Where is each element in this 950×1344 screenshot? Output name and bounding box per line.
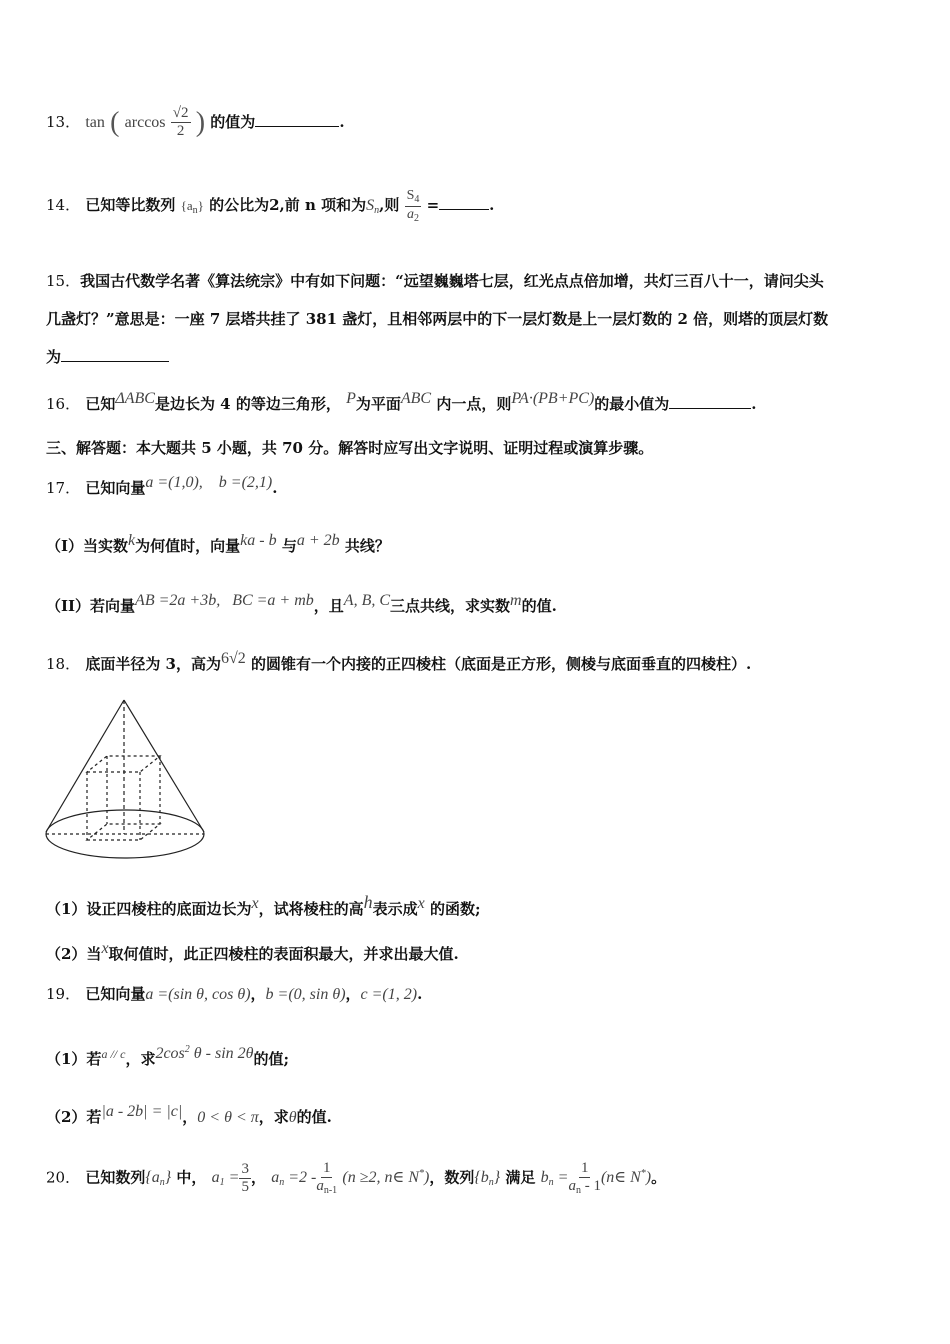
math-expression: A, B, C (343, 592, 391, 609)
question-16 (46, 390, 757, 414)
math-expression: $\{a_n\}$ (145, 1169, 172, 1189)
answer-blank[interactable] (669, 407, 751, 409)
math-expression: $b_n$ = (540, 1169, 569, 1189)
math-expression: x (251, 895, 259, 912)
question-text: 内一点，则 (436, 395, 512, 413)
math-expression: (n∈ N*) (600, 1168, 652, 1187)
question-text: ，且 (313, 597, 344, 615)
math-expression: PA·(PB+PC) (511, 390, 595, 407)
question-text: 已知等比数列 (85, 196, 176, 214)
math-expression: arccos (124, 113, 166, 131)
question-text: 为何值时，向量 (135, 537, 241, 555)
question-number: 13． (46, 112, 81, 131)
period: . (272, 479, 278, 497)
question-text: 几盏灯？”意思是：一座 7 层塔共挂了 381 盏灯，且相邻两层中的下一层灯数是上一层灯数的 2 倍，则塔的顶层灯数 (46, 310, 829, 328)
question-text: 三点共线，求实数 (390, 597, 511, 615)
math-expression: θ (288, 1109, 297, 1126)
math-expression: AB =2a +3b, BC =a + mb (135, 592, 314, 609)
question-text: 底面半径为 3，高为 (85, 655, 221, 673)
question-text: 的圆锥有一个内接的正四棱柱（底面是正方形，侧棱与底面垂直的四棱柱）. (251, 655, 752, 673)
question-number: 19． (46, 985, 81, 1003)
question-text: （1）若 (46, 1050, 102, 1068)
question-text: 已知 (85, 395, 116, 413)
question-17-part-1 (46, 532, 390, 556)
math-expression: ΔABC (115, 390, 155, 407)
math-expression: $2\cos^2$ θ - sin 2θ (155, 1044, 254, 1062)
math-expression: |a - 2b| = |c| (101, 1103, 183, 1120)
math-expression: 6√2 (221, 650, 246, 667)
math-expression: b =(0, sin θ) (265, 986, 346, 1003)
period: . (417, 985, 423, 1003)
question-text: 共线？ (344, 537, 390, 555)
math-fraction: $\frac{√2}{2}$ (172, 105, 189, 140)
answer-blank[interactable] (61, 360, 169, 362)
answer-blank[interactable] (439, 208, 489, 210)
question-text: ，求 (125, 1050, 156, 1068)
math-expression: $\{b_n\}$ (474, 1169, 501, 1189)
math-fraction: $\frac{1}{a_{n-1}}$ (316, 1160, 338, 1197)
question-number: 16． (46, 395, 81, 413)
math-fraction: $\frac{3}{5}$ (241, 1160, 249, 1195)
question-number: 17． (46, 479, 81, 497)
cone-edge-left (46, 700, 124, 832)
period: . (339, 112, 345, 131)
question-text: ，求 (258, 1108, 289, 1126)
math-fraction: $\frac{1}{a_n - 1}$ (568, 1160, 601, 1197)
question-text: 是边长为 4 的等边三角形， (154, 395, 341, 413)
question-text: 的最小值为 (594, 395, 670, 413)
question-18-part-2 (46, 940, 459, 964)
math-expression: $a_1$ = (211, 1169, 240, 1189)
answer-blank[interactable] (255, 125, 339, 127)
question-17-part-2 (46, 592, 557, 616)
question-15 (46, 262, 828, 376)
section-header: 三、解答题：本大题共 5 小题，共 70 分。解答时应写出文字说明、证明过程或演算步骤。 (46, 439, 654, 457)
question-text: ， (182, 1108, 198, 1126)
question-text: 我国古代数学名著《算法统宗》中有如下问题：“远望巍巍塔七层，红光点点倍加增，共灯三百八十一，请问尖头 (80, 272, 824, 290)
math-expression: x (101, 940, 109, 957)
math-expression: a + 2b (296, 532, 340, 549)
question-text: （2）若 (46, 1108, 102, 1126)
math-expression: h (363, 892, 373, 912)
question-text: 的值为 (210, 112, 256, 131)
question-text: 已知数列 (85, 1168, 146, 1187)
math-expression: 0 < θ < π (197, 1109, 259, 1126)
math-expression: x (417, 895, 425, 912)
math-expression: $S_n$ (366, 197, 380, 216)
cone-edge-right (124, 700, 204, 832)
period: . (489, 196, 495, 214)
period: 。 (651, 1168, 667, 1187)
question-18 (46, 650, 751, 674)
question-text: 表示成 (372, 900, 418, 918)
question-text: 为 (46, 348, 62, 366)
question-text: 的值. (296, 1108, 332, 1126)
question-number: 20． (46, 1168, 81, 1187)
math-expression: (n ≥2, n∈ N*) (342, 1168, 430, 1187)
math-fraction: $\frac{S_4}{a_2}$ (406, 188, 420, 224)
question-text: 已知向量 (85, 985, 146, 1003)
question-18-part-1 (46, 892, 480, 919)
question-text: 为平面 (355, 395, 401, 413)
math-expression: ka - b (240, 532, 277, 549)
math-expression: k (128, 532, 136, 549)
math-expression: a =(sin θ, cos θ) (145, 986, 251, 1003)
question-14 (46, 188, 494, 224)
question-text: 与 (281, 537, 297, 555)
question-20 (46, 1160, 666, 1197)
math-expression: $\{a_n\}$ (180, 198, 204, 216)
question-text: ，数列 (429, 1168, 475, 1187)
question-text: 的公比为2,前 n 项和为 (209, 196, 367, 214)
question-text: 的值; (253, 1050, 290, 1068)
question-number: 18． (46, 655, 81, 673)
question-19 (46, 983, 422, 1004)
question-number: 14． (46, 196, 81, 214)
math-expression: c =(1, 2) (360, 986, 418, 1003)
question-text: 中， (176, 1168, 207, 1187)
question-19-part-2 (46, 1103, 332, 1127)
math-bracket: ) (195, 106, 206, 138)
math-expression: a =(1,0), b =(2,1) (145, 474, 273, 491)
math-expression: m (510, 592, 522, 609)
math-expression: a // c (101, 1047, 126, 1061)
part-label: （II）若向量 (46, 597, 136, 615)
question-text: （2）当 (46, 945, 102, 963)
separator: ， (250, 985, 266, 1003)
question-13 (46, 105, 345, 141)
question-text: 已知向量 (85, 479, 146, 497)
question-text: 取何值时，此正四棱柱的表面积最大，并求出最大值. (108, 945, 459, 963)
math-bracket: ( (110, 106, 120, 138)
part-label: （I）当实数 (46, 537, 129, 555)
question-text: = (426, 196, 440, 214)
math-expression: tan (85, 113, 105, 131)
question-text: ,则 (379, 196, 400, 214)
question-text: ， (250, 1168, 266, 1187)
question-17 (46, 474, 277, 498)
question-19-part-1 (46, 1044, 289, 1069)
period: . (751, 395, 757, 413)
question-text: （1）设正四棱柱的底面边长为 (46, 900, 252, 918)
question-text: ，试将棱柱的高 (258, 900, 364, 918)
question-number: 15． (46, 272, 81, 290)
question-text: 的值. (521, 597, 557, 615)
separator: ， (345, 985, 361, 1003)
question-text: 的函数; (429, 900, 481, 918)
cone-figure (40, 692, 215, 864)
math-expression: $a_n =2$ - (271, 1169, 317, 1189)
question-text: 满足 (505, 1168, 536, 1187)
math-expression: ABC (400, 390, 432, 407)
math-expression: P (346, 390, 356, 407)
